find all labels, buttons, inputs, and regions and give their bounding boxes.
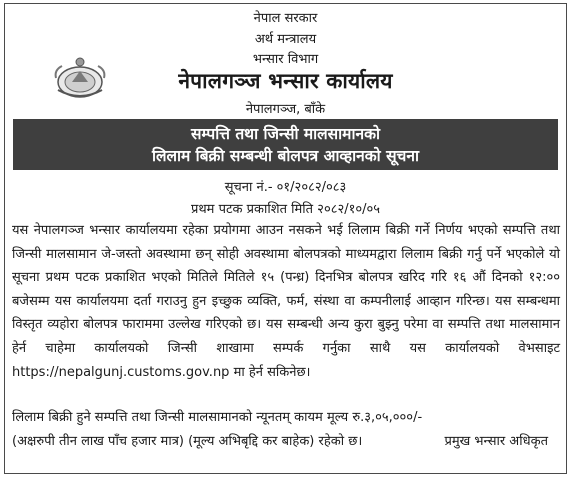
government-name: नेपाल सरकार [253, 11, 318, 26]
office-name: नेपालगञ्ज भन्सार कार्यालय [178, 69, 393, 93]
banner-line-1: सम्पत्ति तथा जिन्सी मालसामानको [191, 125, 380, 143]
notice-title-banner [13, 119, 558, 170]
office-location: नेपालगञ्ज, बाँके [245, 102, 326, 117]
notice-number: सूचना नं.- ०१/२०८२/०८३ [224, 180, 347, 195]
banner-line-2: लिलाम बिक्री सम्बन्धी बोलपत्र आव्हानको सूचना [151, 147, 420, 165]
department-name: भन्सार विभाग [252, 52, 319, 67]
amount-words-text: (अक्षरुपी तीन लाख पाँच हजार मात्र) (मूल्य अभिबृद्दि कर बाहेक) रहेको छ। [12, 434, 363, 449]
notice-body-paragraph: यस नेपालगञ्ज भन्सार कार्यालयमा रहेका प्रयोगमा आउन नसकने भई लिलाम बिक्री गर्ने निर्णय भएको सम्पत्ति तथा जिन्सी मालसामान जे-जस्तो अवस्थामा छन् सोही अवस्थामा बोलपत्रको माध्यमद्वारा लिलाम बिक्री गर्नु पर्ने भएकोले यो सूचना प्रथम पटक प्रकाशित भएको मितिले मितिले १५ (पन्ध्र) दिनभित्र बोलपत्र खरिद गरि १६ औं दिनको १२:०० बजेसम्म यस कार्यालयमा दर्ता गराउनु हुन इच्छुक व्यक्ति, फर्म, संस्था वा कम्पनीलाई आव्हान गरिन्छ। यस सम्बन्धमा विस्तृत व्यहोरा बोलपत्र फाराममा उल्लेख गरिएको छ। यस सम्बन्धी अन्य कुरा बुझ्नु परेमा वा सम्पत्ति तथा मालसामान हेर्न चाहेमा कार्यालयको जिन्सी शाखामा सम्पर्क गर्नुका साथै यस कार्यालयको वेभसाइट https://nepalgunj.customs.gov.np मा हेर्न सकिनेछ। [12, 223, 560, 380]
minimum-price-line: लिलाम बिक्री हुने सम्पत्ति तथा जिन्सी मालसामानको न्यूनतम् कायम मूल्य रु.३,०५,०००/- [12, 410, 423, 425]
ministry-name: अर्थ मन्त्रालय [254, 32, 317, 47]
publish-date: प्रथम पटक प्रकाशित मिति २०८२/१०/०५ [190, 202, 381, 217]
amount-words-line [12, 430, 560, 454]
signature-title: प्रमुख भन्सार अधिकृत [444, 434, 548, 449]
notice-document [4, 3, 567, 474]
